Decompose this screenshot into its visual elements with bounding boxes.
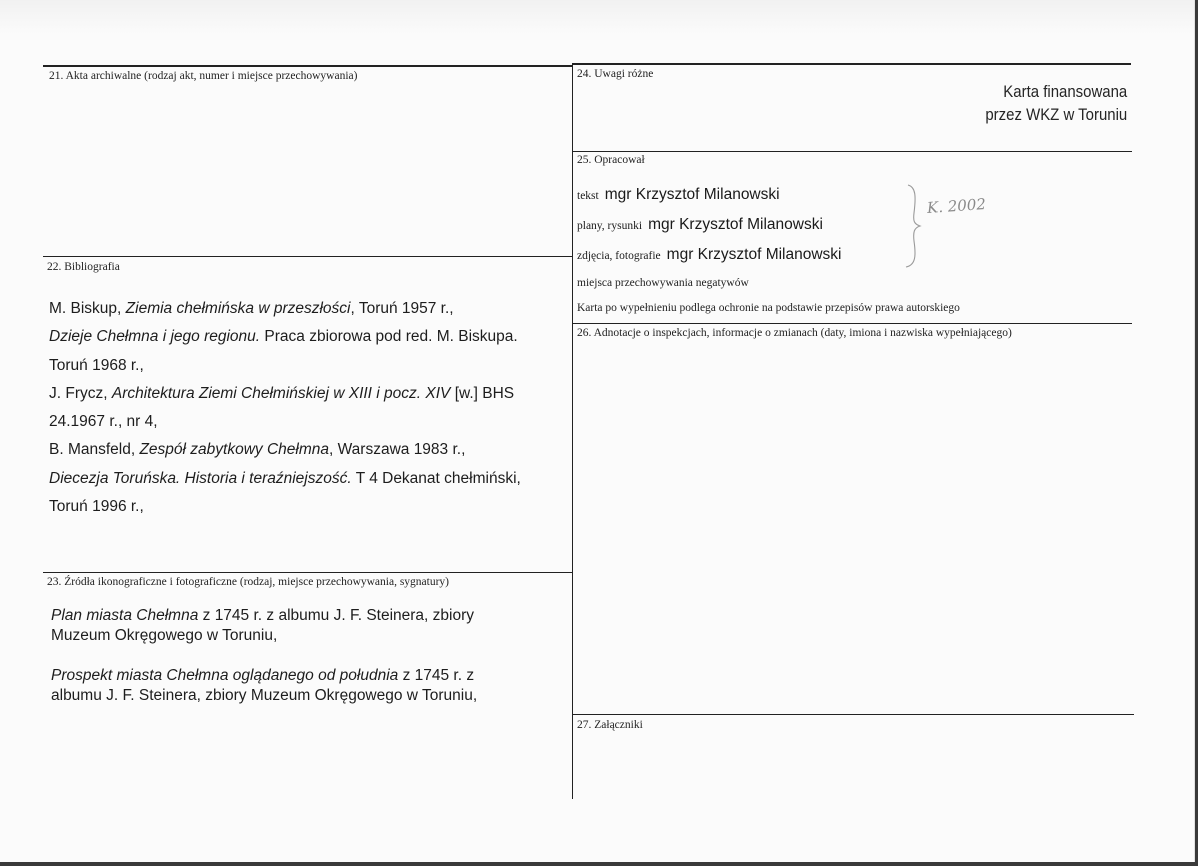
top-rule-right bbox=[573, 63, 1131, 65]
field-22-label: 22. Bibliografia bbox=[47, 261, 120, 273]
field-24-label: 24. Uwagi różne bbox=[577, 68, 654, 80]
author-text-value: mgr Krzysztof Milanowski bbox=[604, 186, 780, 203]
handwritten-note: K. 2002 bbox=[926, 194, 987, 218]
author-photos-value: mgr Krzysztof Milanowski bbox=[666, 246, 842, 263]
bibliography-line bbox=[49, 493, 579, 521]
bib-7-title: Diecezja Toruńska. Historia i teraźniejszość. bbox=[49, 469, 352, 487]
source-1-cont: Muzeum Okręgowego w Toruniu, bbox=[51, 627, 278, 644]
bibliography-line bbox=[49, 352, 579, 380]
iconographic-sources-list bbox=[51, 606, 571, 706]
source-2-title: Prospekt miasta Chełmna oglądanego od południa bbox=[51, 667, 399, 684]
bibliography-line bbox=[49, 408, 579, 436]
source-line bbox=[51, 626, 571, 646]
bib-5: 24.1967 r., nr 4, bbox=[49, 413, 158, 431]
rule-22 bbox=[43, 256, 572, 257]
source-1-title: Plan miasta Chełmna bbox=[51, 607, 199, 624]
bib-3: Toruń 1968 r., bbox=[49, 356, 144, 374]
field-25-label: 25. Opracował bbox=[577, 154, 645, 166]
bib-4-author: J. Frycz, bbox=[49, 384, 112, 402]
author-plans-row bbox=[577, 216, 823, 234]
rule-25 bbox=[573, 151, 1132, 152]
bib-6-rest: , Warszawa 1983 r., bbox=[329, 441, 466, 459]
source-2-cont: albumu J. F. Steinera, zbiory Muzeum Okręgowego w Toruniu, bbox=[51, 687, 478, 704]
negatives-label: miejsca przechowywania negatywów bbox=[577, 277, 749, 289]
author-plans-label: plany, rysunki bbox=[577, 220, 643, 232]
bib-4-rest: [w.] BHS bbox=[450, 384, 515, 402]
bibliography-line bbox=[49, 465, 579, 493]
source-gap bbox=[51, 646, 571, 666]
field-21-label: 21. Akta archiwalne (rodzaj akt, numer i miejsce przechowywania) bbox=[49, 70, 358, 82]
bib-2-title: Dzieje Chełmna i jego regionu. bbox=[49, 328, 261, 346]
bibliography-line bbox=[49, 436, 579, 464]
stamp-line-2: przez WKZ w Toruniu bbox=[985, 105, 1127, 124]
bibliography-line bbox=[49, 295, 579, 323]
funding-stamp bbox=[985, 80, 1127, 126]
bib-2-rest: Praca zbiorowa pod red. M. Biskupa. bbox=[260, 328, 518, 346]
stamp-line-1: Karta finansowana bbox=[1003, 82, 1127, 101]
author-text-row bbox=[577, 186, 780, 204]
source-line bbox=[51, 686, 571, 706]
bib-6-title: Zespół zabytkowy Chełmna bbox=[139, 441, 329, 459]
pencil-brace-icon bbox=[904, 183, 924, 269]
field-23-label: 23. Źródła ikonograficzne i fotograficzne (rodzaj, miejsce przechowywania, sygnatury) bbox=[47, 576, 450, 588]
bib-1-title: Ziemia chełmińska w przeszłości bbox=[125, 300, 351, 317]
author-photos-label: zdjęcia, fotografie bbox=[577, 250, 661, 262]
bibliography-list bbox=[49, 295, 579, 521]
bib-7-rest: T 4 Dekanat chełmiński, bbox=[351, 469, 521, 487]
bib-6-author: B. Mansfeld, bbox=[49, 441, 140, 459]
source-2-rest: z 1745 r. z bbox=[398, 667, 475, 684]
field-27-label: 27. Załączniki bbox=[577, 719, 643, 731]
top-rule-left bbox=[43, 65, 573, 67]
bibliography-line bbox=[49, 380, 579, 408]
source-line bbox=[51, 606, 571, 626]
bib-4-title: Architektura Ziemi Chełmińskiej w XIII i pocz. XIV bbox=[111, 384, 451, 402]
author-plans-value: mgr Krzysztof Milanowski bbox=[648, 216, 823, 233]
field-26-label: 26. Adnotacje o inspekcjach, informacje o zmianach (daty, imiona i nazwiska wypełniającego) bbox=[577, 327, 1012, 339]
source-1-rest: z 1745 r. z albumu J. F. Steinera, zbiory bbox=[198, 607, 475, 624]
author-text-label: tekst bbox=[577, 190, 599, 202]
rule-26 bbox=[573, 323, 1132, 324]
author-photos-row bbox=[577, 246, 842, 264]
bib-1-author: M. Biskup, bbox=[49, 300, 126, 317]
scan-edge-shading bbox=[0, 0, 1194, 34]
bib-8: Toruń 1996 r., bbox=[49, 498, 144, 516]
bib-1-rest: , Toruń 1957 r., bbox=[350, 300, 454, 317]
source-line bbox=[51, 666, 571, 686]
rule-23 bbox=[43, 572, 572, 573]
rule-27 bbox=[573, 714, 1134, 715]
copyright-note: Karta po wypełnieniu podlega ochronie na podstawie przepisów prawa autorskiego bbox=[577, 302, 960, 314]
bibliography-line bbox=[49, 323, 579, 351]
